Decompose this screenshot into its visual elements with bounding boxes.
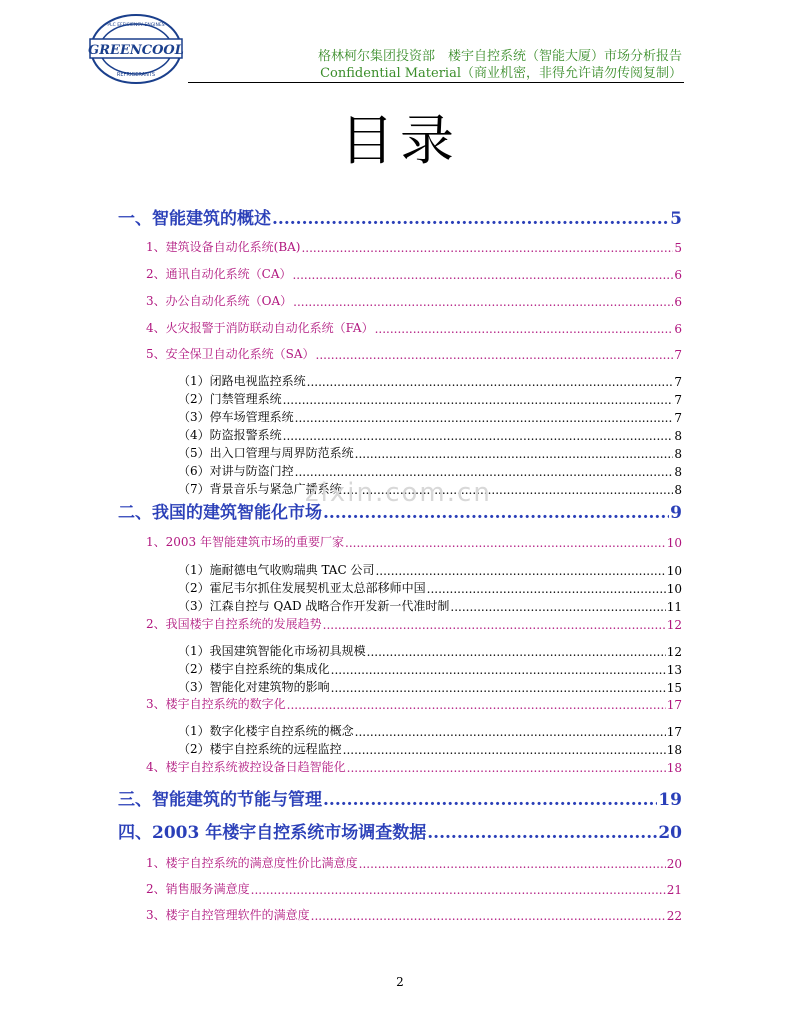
toc-leader-dots: [375, 322, 674, 336]
toc-leader-dots: [316, 348, 674, 362]
toc-entry[interactable]: [146, 615, 682, 632]
toc-leader-dots: [283, 393, 674, 407]
toc-entry-label: 三、智能建筑的节能与管理: [118, 790, 322, 810]
toc-entry-page: 7: [674, 348, 682, 362]
toc-entry[interactable]: [178, 740, 682, 757]
toc-leader-dots: [427, 823, 657, 843]
toc-entry-page: 9: [670, 503, 682, 523]
toc-entry-label: （1）施耐德电气收购瑞典 TAC 公司: [178, 563, 375, 577]
toc-entry-page: 12: [666, 618, 682, 632]
toc-entry-page: 7: [674, 393, 682, 407]
toc-entry-page: 8: [674, 483, 682, 497]
toc-entry[interactable]: [178, 678, 682, 695]
watermark: zixin.com.cn: [305, 478, 492, 508]
toc-entry[interactable]: [146, 345, 682, 362]
toc-entry-label: 2、销售服务满意度: [146, 882, 250, 896]
toc-entry-label: 3、楼宇自控系统的数字化: [146, 697, 286, 711]
toc-leader-dots: [355, 725, 666, 739]
toc-entry[interactable]: [178, 408, 682, 425]
toc-entry[interactable]: [178, 372, 682, 389]
toc-entry-page: 20: [666, 857, 682, 871]
toc-entry-page: 7: [674, 411, 682, 425]
toc-entry-label: （1）数字化楼宇自控系统的概念: [178, 724, 354, 738]
toc-entry-page: 8: [674, 447, 682, 461]
toc-entry-page: 11: [666, 600, 682, 614]
toc-leader-dots: [307, 375, 674, 389]
toc-entry-page: 17: [666, 725, 682, 739]
toc-entry[interactable]: [146, 265, 682, 282]
toc-entry[interactable]: [178, 390, 682, 407]
toc-leader-dots: [345, 536, 666, 550]
toc-entry-label: 一、智能建筑的概述: [118, 209, 271, 229]
toc-entry-page: 17: [666, 698, 682, 712]
toc-entry-label: 二、我国的建筑智能化市场: [118, 503, 322, 523]
header-divider: [188, 82, 684, 83]
toc-entry-label: 2、我国楼宇自控系统的发展趋势: [146, 617, 322, 631]
toc-entry-label: 4、楼宇自控系统被控设备日趋智能化: [146, 760, 346, 774]
toc-entry[interactable]: [146, 292, 682, 309]
toc-entry-label: 四、2003 年楼宇自控系统市场调查数据: [118, 823, 427, 843]
toc-leader-dots: [292, 268, 673, 282]
toc-leader-dots: [311, 909, 666, 923]
toc-entry-label: （4）防盗报警系统: [178, 428, 282, 442]
toc-entry-page: 21: [666, 883, 682, 897]
toc-entry-label: （5）出入口管理与周界防范系统: [178, 446, 354, 460]
toc-leader-dots: [295, 411, 674, 425]
toc-entry[interactable]: [178, 462, 682, 479]
toc-entry-label: 4、火灾报警于消防联动自动化系统（FA）: [146, 321, 374, 335]
toc-entry-page: 18: [666, 761, 682, 775]
toc-leader-dots: [293, 295, 673, 309]
toc-leader-dots: [427, 582, 666, 596]
toc-entry[interactable]: [146, 854, 682, 871]
toc-entry[interactable]: [178, 642, 682, 659]
header-title: 格林柯尔集团投资部 楼宇自控系统（智能大厦）市场分析报告: [317, 49, 682, 64]
toc-entry-label: 1、2003 年智能建筑市场的重要厂家: [146, 535, 344, 549]
toc-leader-dots: [343, 743, 666, 757]
toc-entry-page: 13: [666, 663, 682, 677]
toc-entry-label: 3、楼宇自控管理软件的满意度: [146, 908, 310, 922]
toc-entry-page: 8: [674, 429, 682, 443]
toc-entry[interactable]: [178, 597, 682, 614]
toc-entry-label: （1）我国建筑智能化市场初具规模: [178, 644, 366, 658]
toc-entry-page: 10: [666, 582, 682, 596]
greencool-logo: [88, 12, 184, 86]
toc-entry[interactable]: [178, 660, 682, 677]
toc-entry-page: 18: [666, 743, 682, 757]
toc-entry-label: （2）霍尼韦尔抓住发展契机亚太总部移师中国: [178, 581, 426, 595]
toc-entry[interactable]: [146, 238, 682, 255]
toc-entry[interactable]: [146, 906, 682, 923]
toc-entry-label: （2）楼宇自控系统的集成化: [178, 662, 330, 676]
toc-entry[interactable]: [146, 758, 682, 775]
toc-entry-page: 5: [670, 209, 682, 229]
toc-entry-page: 6: [674, 295, 682, 309]
toc-entry-page: 22: [666, 909, 682, 923]
toc-entry-page: 6: [674, 322, 682, 336]
toc-entry[interactable]: [178, 722, 682, 739]
toc-entry[interactable]: [146, 695, 682, 712]
toc-entry-label: （1）闭路电视监控系统: [178, 374, 306, 388]
toc-leader-dots: [295, 465, 674, 479]
toc-entry-page: 6: [674, 268, 682, 282]
toc-entry-label: （3）停车场管理系统: [178, 410, 294, 424]
toc-entry[interactable]: [146, 533, 682, 550]
toc-entry-label: 5、安全保卫自动化系统（SA）: [146, 347, 315, 361]
toc-entry-page: 12: [666, 645, 682, 659]
toc-entry-label: （2）门禁管理系统: [178, 392, 282, 406]
toc-entry[interactable]: [146, 880, 682, 897]
toc-entry[interactable]: [118, 204, 682, 229]
toc-leader-dots: [331, 663, 666, 677]
toc-entry-label: （3）江森自控与 QAD 战略合作开发新一代准时制: [178, 599, 450, 613]
toc-entry-page: 20: [658, 823, 682, 843]
toc-entry-label: （2）楼宇自控系统的远程监控: [178, 742, 342, 756]
logo-ring-top: PLC EFFICIENCY ENGINES: [107, 23, 165, 28]
toc-entry-label: （7）背景音乐与紧急广播系统: [178, 482, 342, 496]
toc-entry-page: 7: [674, 375, 682, 389]
toc-entry-label: 1、建筑设备自动化系统(BA): [146, 240, 301, 254]
toc-entry[interactable]: [178, 426, 682, 443]
toc-entry-label: 2、通讯自动化系统（CA）: [146, 267, 292, 281]
toc-leader-dots: [375, 564, 665, 578]
toc-entry-label: （6）对讲与防盗门控: [178, 464, 294, 478]
toc-leader-dots: [301, 241, 673, 255]
toc-entry-page: 10: [666, 564, 682, 578]
toc-entry-page: 10: [666, 536, 682, 550]
toc-entry[interactable]: [178, 579, 682, 596]
toc-leader-dots: [283, 429, 674, 443]
toc-entry[interactable]: [118, 785, 682, 810]
greencool-logo-icon: [88, 12, 184, 86]
toc-leader-dots: [287, 698, 666, 712]
toc-leader-dots: [450, 600, 665, 614]
toc-leader-dots: [331, 681, 666, 695]
page-header: [200, 48, 682, 82]
toc-entry-label: 3、办公自动化系统（OA）: [146, 294, 293, 308]
page-title: 目录: [340, 109, 460, 172]
logo-ring-bottom: REFRIGERANTS: [116, 72, 156, 78]
toc-entry-page: 15: [666, 681, 682, 695]
toc-entry-page: 19: [658, 790, 682, 810]
logo-brand: GREENCOOL: [88, 43, 184, 58]
toc-entry[interactable]: [118, 818, 682, 843]
toc-leader-dots: [251, 883, 666, 897]
toc-leader-dots: [347, 761, 666, 775]
toc-entry[interactable]: [178, 561, 682, 578]
toc-entry-page: 5: [674, 241, 682, 255]
toc-leader-dots: [323, 618, 666, 632]
header-confidential: Confidential Material（商业机密，非得允许请勿传阅复制）: [320, 66, 682, 81]
toc-entry-page: 8: [674, 465, 682, 479]
toc-entry[interactable]: [146, 319, 682, 336]
toc-leader-dots: [355, 447, 674, 461]
toc-leader-dots: [367, 645, 666, 659]
toc-leader-dots: [323, 790, 657, 810]
toc-entry-label: 1、楼宇自控系统的满意度性价比满意度: [146, 856, 358, 870]
page-number: 2: [396, 975, 404, 989]
toc-entry[interactable]: [178, 444, 682, 461]
toc-leader-dots: [359, 857, 666, 871]
toc-leader-dots: [272, 209, 669, 229]
toc-entry-label: （3）智能化对建筑物的影响: [178, 680, 330, 694]
